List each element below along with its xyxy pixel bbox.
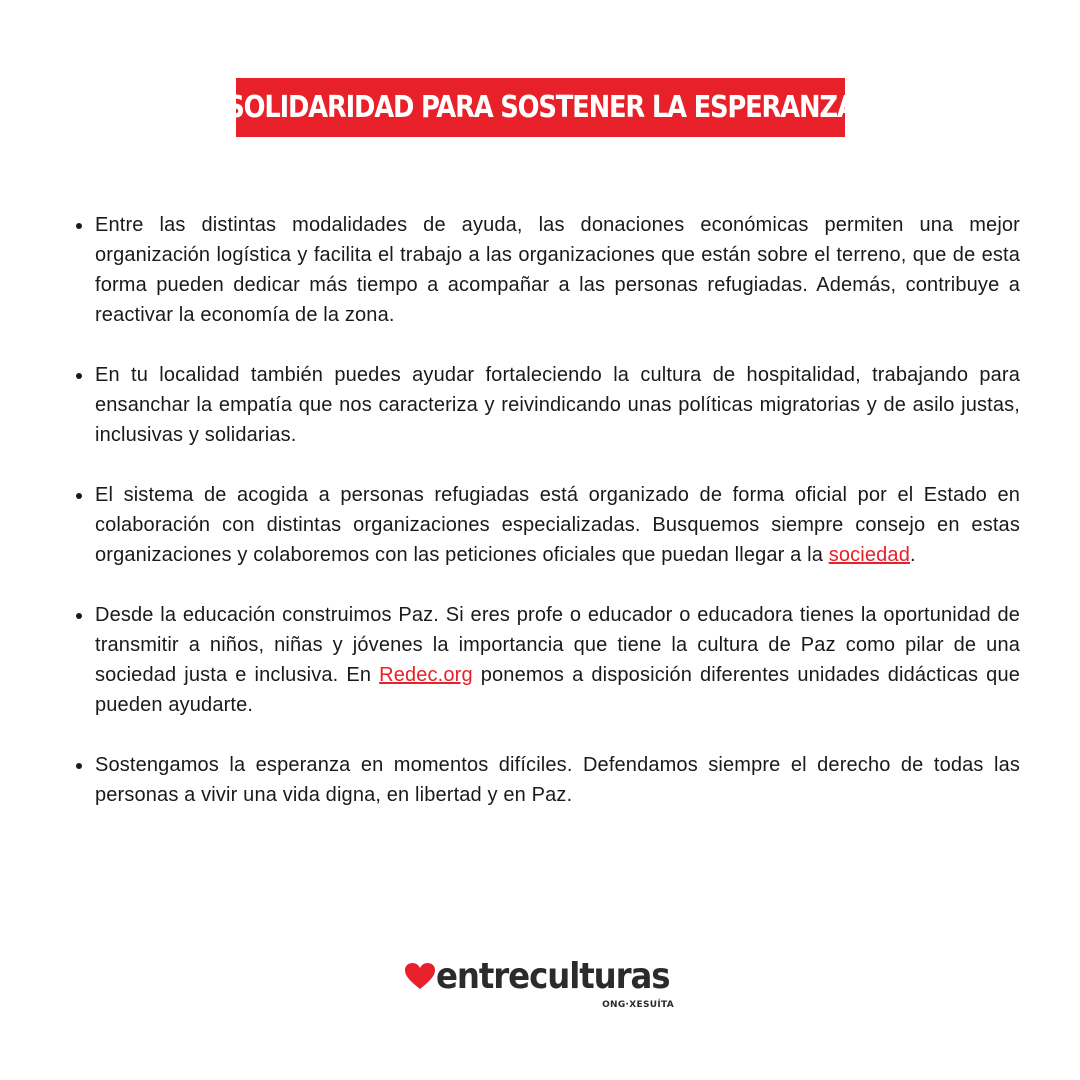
- list-item: [74, 210, 1020, 330]
- bullet-text: Entre las distintas modalidades de ayuda, las donaciones económicas permiten una mejor organización logística y facilita el trabajo a las organizaciones que están sobre el terreno, que de esta forma pueden dedicar más tiempo a acompañar a las personas refugiadas. Además, contribuye a reactivar la economía de la zona.: [95, 214, 1020, 326]
- bullet-text: Sostengamos la esperanza en momentos difíciles. Defendamos siempre el derecho de todas las personas a vivir una vida digna, en libertad y en Paz.: [95, 754, 1020, 806]
- logo-tagline: ONG·XESUÍTA: [602, 1000, 674, 1010]
- bullet-text: En tu localidad también puedes ayudar fortaleciendo la cultura de hospitalidad, trabajando para ensanchar la empatía que nos caracteriza y reivindicando unas políticas migratorias y de asilo justas, inclusivas y solidarias.: [95, 364, 1020, 446]
- redec-link[interactable]: Redec.org: [379, 664, 473, 686]
- list-item: [74, 480, 1020, 570]
- bullet-list: [74, 210, 1020, 840]
- list-item: [74, 600, 1020, 720]
- entreculturas-logo: [404, 956, 679, 1014]
- bullet-text-before: El sistema de acogida a personas refugiadas está organizado de forma oficial por el Estado en colaboración con distintas organizaciones especializadas. Busquemos siempre consejo en estas organizaciones y colaboremos con las peticiones oficiales que puedan llegar a la: [95, 484, 1020, 566]
- bullet-text-after: ponemos a disposición diferentes unidades didácticas que pueden ayudarte.: [95, 664, 1020, 716]
- sociedad-link[interactable]: sociedad: [828, 544, 910, 566]
- logo-wordmark: entreculturas: [436, 956, 670, 997]
- page-title: SOLIDARIDAD PARA SOSTENER LA ESPERANZA: [225, 90, 856, 125]
- bullet-text-before: Desde la educación construimos Paz. Si eres profe o educador o educadora tienes la oportunidad de transmitir a niños, niñas y jóvenes la importancia que tiene la cultura de Paz como pilar de una sociedad justa e inclusiva. En: [95, 604, 1020, 686]
- list-item: [74, 360, 1020, 450]
- title-banner: [225, 78, 856, 137]
- bullet-text-after: .: [909, 544, 916, 566]
- list-item: [74, 750, 1020, 810]
- heart-icon: [404, 962, 436, 990]
